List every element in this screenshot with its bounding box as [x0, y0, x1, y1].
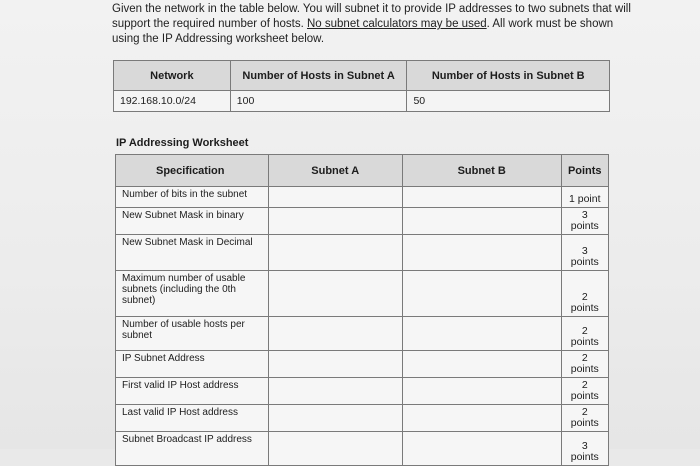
- subnet-b-answer-cell[interactable]: [402, 187, 561, 208]
- header-network: Network: [114, 61, 231, 91]
- cell-hosts-a: 100: [230, 91, 407, 112]
- spec-label: Subnet Broadcast IP address: [116, 432, 269, 466]
- header-specification: Specification: [116, 155, 269, 187]
- instructions-text-1: Given the network in the table below. You will subnet it to provide IP addresses to two subnets that will support the required number of hosts.: [112, 3, 631, 30]
- subnet-a-answer-cell[interactable]: [268, 208, 402, 235]
- network-table-row: [114, 91, 610, 112]
- subnet-b-answer-cell[interactable]: [402, 378, 561, 405]
- subnet-b-answer-cell[interactable]: [402, 405, 561, 432]
- table-row: [116, 187, 609, 208]
- spec-label: New Subnet Mask in binary: [116, 208, 269, 235]
- subnet-a-answer-cell[interactable]: [268, 405, 402, 432]
- subnet-a-answer-cell[interactable]: [268, 235, 402, 271]
- points-value: 2 points: [561, 405, 609, 432]
- points-value: 3 points: [561, 432, 609, 466]
- table-row: [116, 271, 609, 317]
- table-row: [116, 317, 609, 351]
- instructions-paragraph: [112, 2, 632, 47]
- subnet-a-answer-cell[interactable]: [268, 317, 402, 351]
- network-table-header: [114, 61, 610, 91]
- subnet-a-answer-cell[interactable]: [268, 351, 402, 378]
- header-points: Points: [561, 155, 609, 187]
- header-subnet-a: Subnet A: [268, 155, 402, 187]
- table-row: [116, 405, 609, 432]
- spec-label: Last valid IP Host address: [116, 405, 269, 432]
- subnet-b-answer-cell[interactable]: [402, 351, 561, 378]
- worksheet-title: IP Addressing Worksheet: [116, 137, 249, 149]
- header-hosts-subnet-a: Number of Hosts in Subnet A: [230, 61, 407, 91]
- table-row: [116, 235, 609, 271]
- points-value: 1 point: [561, 187, 609, 208]
- points-value: 3 points: [561, 235, 609, 271]
- points-value: 3 points: [561, 208, 609, 235]
- worksheet-header: [116, 155, 609, 187]
- spec-label: IP Subnet Address: [116, 351, 269, 378]
- spec-label: New Subnet Mask in Decimal: [116, 235, 269, 271]
- points-value: 2 points: [561, 351, 609, 378]
- subnet-a-answer-cell[interactable]: [268, 187, 402, 208]
- subnet-a-answer-cell[interactable]: [268, 271, 402, 317]
- points-value: 2 points: [561, 317, 609, 351]
- instructions-text-2: . All work must be shown using the IP Addressing worksheet below.: [112, 18, 614, 45]
- ip-addressing-worksheet-table: [115, 154, 609, 466]
- points-value: 2 points: [561, 378, 609, 405]
- spec-label: Maximum number of usable subnets (including the 0th subnet): [116, 271, 269, 317]
- cell-network: 192.168.10.0/24: [114, 91, 231, 112]
- cell-hosts-b: 50: [407, 91, 610, 112]
- points-value: 2 points: [561, 271, 609, 317]
- spec-label: First valid IP Host address: [116, 378, 269, 405]
- subnet-b-answer-cell[interactable]: [402, 271, 561, 317]
- instructions-underlined: No subnet calculators may be used: [306, 18, 487, 30]
- spec-label: Number of usable hosts per subnet: [116, 317, 269, 351]
- header-subnet-b: Subnet B: [402, 155, 561, 187]
- table-row: [116, 378, 609, 405]
- subnet-b-answer-cell[interactable]: [402, 235, 561, 271]
- network-table: [113, 60, 610, 112]
- subnet-a-answer-cell[interactable]: [268, 378, 402, 405]
- subnet-b-answer-cell[interactable]: [402, 317, 561, 351]
- table-row: [116, 351, 609, 378]
- spec-label: Number of bits in the subnet: [116, 187, 269, 208]
- subnet-b-answer-cell[interactable]: [402, 208, 561, 235]
- header-hosts-subnet-b: Number of Hosts in Subnet B: [407, 61, 610, 91]
- table-row: [116, 208, 609, 235]
